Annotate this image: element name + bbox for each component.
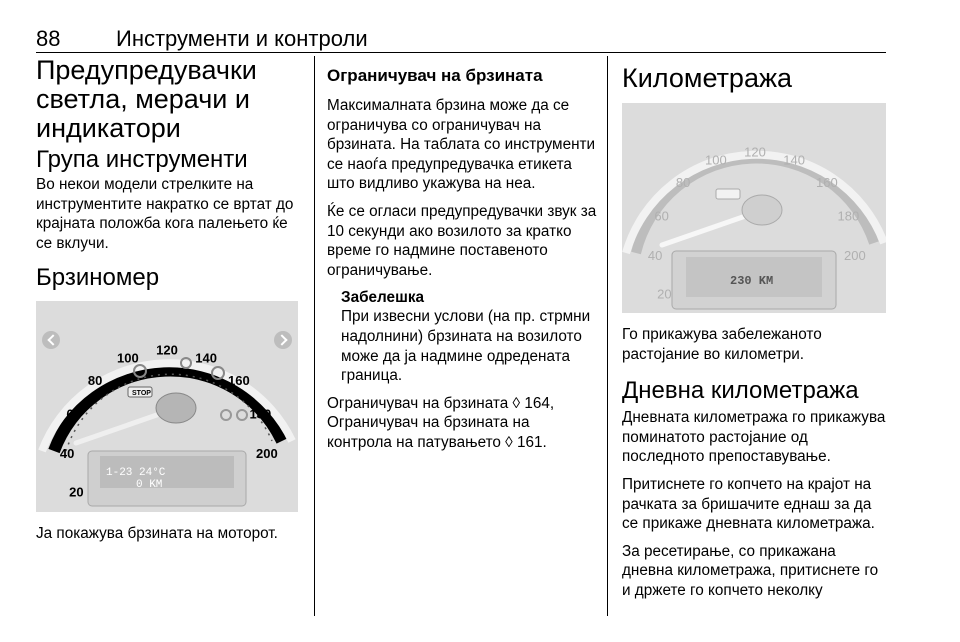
odometer-heading: Километража xyxy=(622,63,793,93)
column-divider-1 xyxy=(314,56,315,616)
trip-para1: Дневната километража го прикажува поминатото растојание од последното препоставување. xyxy=(622,409,886,466)
column-1 xyxy=(36,56,302,552)
odometer-image xyxy=(622,103,886,313)
scale-label-80: 80 xyxy=(675,174,691,190)
odometer-display: 230 KM xyxy=(730,274,774,288)
instrument-cluster-heading: Група инструменти xyxy=(36,146,248,173)
column-divider-2 xyxy=(607,56,608,616)
speed-limiter-para1: Максималната брзина може да се ограничува со ограничувач на брзината. На таблата со инструменти се наоѓа предупредувачка етикета што видливо укажува на неа. xyxy=(327,97,596,193)
speedometer-gauge xyxy=(36,301,298,512)
scale-label-40: 40 xyxy=(59,446,75,462)
trip-display-line2: 0 KM xyxy=(136,479,163,492)
scale-label-160: 160 xyxy=(816,174,838,190)
scale-label-100: 100 xyxy=(705,152,727,168)
scale-label-120: 120 xyxy=(744,144,766,160)
header-rule xyxy=(36,52,886,53)
page-number: 88 xyxy=(36,26,61,51)
note-text: При извесни услови (на пр. стрмни надолнини) брзината на возилото може да ја надмине одредената граница. xyxy=(341,308,591,385)
speed-limiter-heading: Ограничувач на брзината xyxy=(327,66,543,85)
cross-references xyxy=(327,394,597,453)
note-title: Забелешка xyxy=(341,289,424,307)
scale-label-180: 180 xyxy=(837,208,860,224)
speed-limiter-para2: Ќе се огласи предупредувачки звук за 10 секунди ако возилото за кратко време го надмине поставеното ограничување. xyxy=(327,202,597,279)
page-header xyxy=(36,26,886,50)
column-3 xyxy=(622,56,888,609)
scale-label-100: 100 xyxy=(117,350,139,366)
reference-cruise-control: Ограничувач на брзината на контрола на патувањето ◊ 161. xyxy=(327,414,547,451)
speedometer-caption: Ја покажува брзината на моторот. xyxy=(36,525,278,543)
trip-odometer-heading: Дневна километража xyxy=(622,377,859,405)
trip-para2: Притиснете го копчето на крајот на рачката за бришачите еднаш за да се прикаже дневната километража. xyxy=(622,475,875,533)
column-2 xyxy=(327,56,597,461)
trip-display-line1: 1-23 24°C xyxy=(106,467,166,480)
chapter-title: Инструменти и контроли xyxy=(116,26,368,51)
intro-text: Во некои модели стрелките на инструментите накратко се вртат до крајната положба кога палењето ќе се вклучи. xyxy=(36,176,294,252)
odometer-gauge xyxy=(622,103,886,313)
speedometer-heading: Брзиномер xyxy=(36,264,160,292)
scale-label-200: 200 xyxy=(256,446,278,462)
scale-label-20: 20 xyxy=(657,286,672,302)
section-heading: Предупредувачки светла, мерачи и индикатори xyxy=(36,55,257,143)
trip-para3: За ресетирање, со прикажана дневна километража, притиснете го и држете го копчето неколку xyxy=(622,542,879,599)
scale-label-60: 60 xyxy=(654,208,669,224)
scale-label-20: 20 xyxy=(69,485,84,501)
scale-label-40: 40 xyxy=(647,247,663,263)
stop-label: STOP xyxy=(132,390,151,398)
scale-label-60: 60 xyxy=(66,407,81,423)
scale-label-180: 180 xyxy=(249,407,272,423)
odometer-caption: Го прикажува забележаното растојание во километри. xyxy=(622,326,822,363)
speedometer-image xyxy=(36,301,298,512)
scale-label-200: 200 xyxy=(844,247,866,263)
scale-label-140: 140 xyxy=(195,350,217,366)
scale-label-80: 80 xyxy=(87,373,103,389)
reference-speed-limiter: Ограничувач на брзината ◊ 164, xyxy=(327,394,555,412)
scale-label-140: 140 xyxy=(783,152,805,168)
scale-label-120: 120 xyxy=(156,342,178,358)
note-box xyxy=(341,288,597,385)
scale-label-160: 160 xyxy=(228,373,250,389)
